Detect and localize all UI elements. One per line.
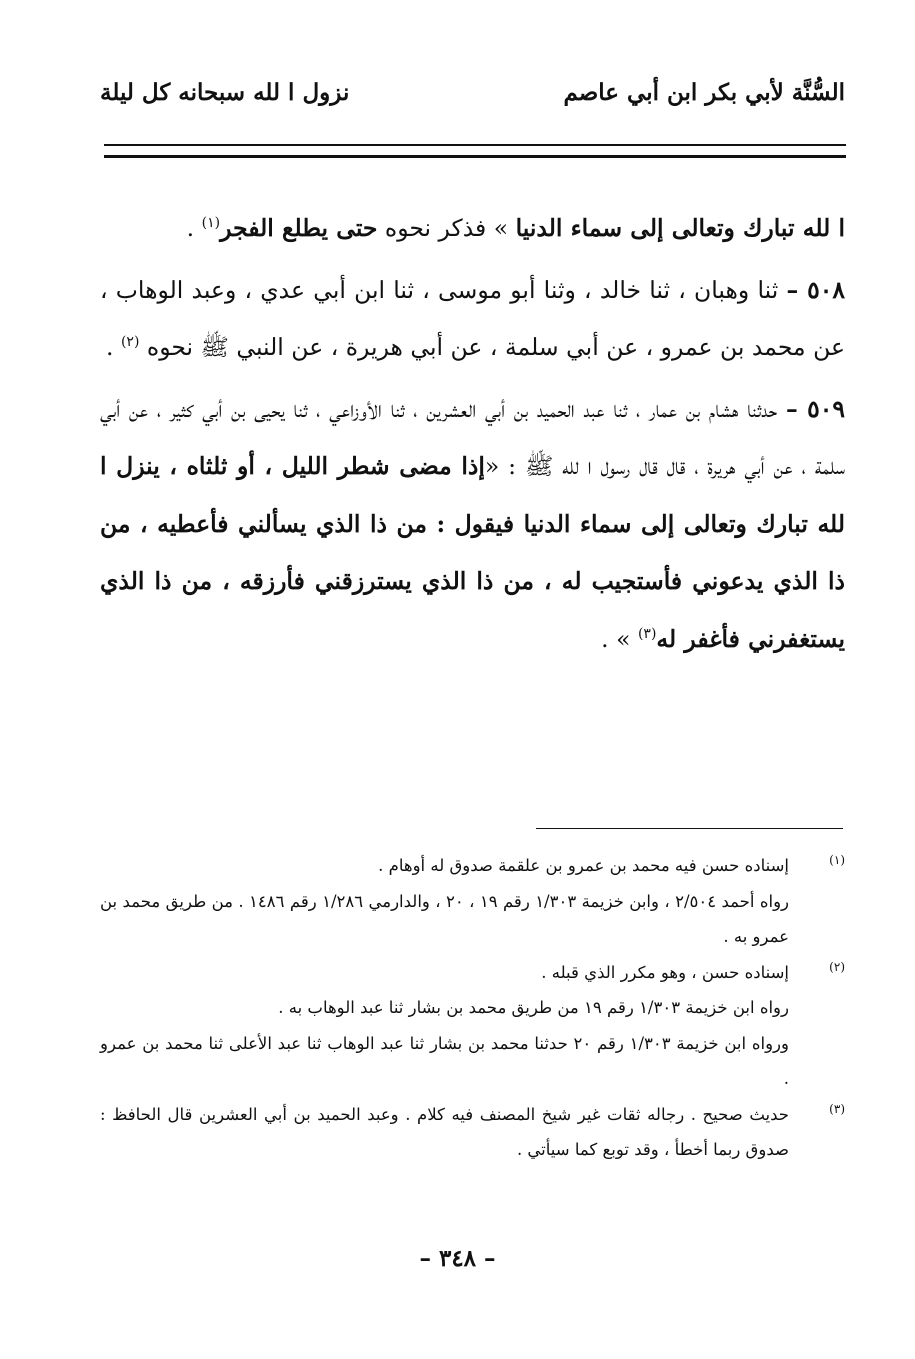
hadith-text-bold: إذا مضى شطر الليل ، أو ثلثاه ، ينزل ا لله تبارك وتعالى إلى سماء الدنيا فيقول : من ذا الذي يسألني فأعطيه ، من ذا الذي يدعوني فأستجيب له ، من ذا الذي يسترزقني فأرزقه ، من ذا الذي يستغفرني فأغفر له bbox=[100, 452, 845, 653]
footnote-ref: (٢) bbox=[120, 334, 140, 351]
header-rule-thin bbox=[104, 144, 846, 146]
footnote-separator bbox=[536, 828, 843, 829]
main-text bbox=[100, 200, 845, 668]
isnad-text: ثنا وهبان ، ثنا خالد ، وثنا أبو موسى ، ثنا ابن أبي عدي ، وعبد الوهاب ، عن محمد بن عمرو ، عن أبي سلمة ، عن أبي هريرة ، عن النبي ﷺ نحوه bbox=[100, 275, 845, 361]
footnote-line: ورواه ابن خزيمة ١/٣٠٣ رقم ٢٠ حدثنا محمد بن بشار ثنا عبد الوهاب ثنا عبد الأعلى ثنا محمد بن عمرو . bbox=[100, 1033, 789, 1088]
paragraph-tail: . bbox=[106, 333, 121, 361]
chapter-title: نزول ا لله سبحانه كل ليلة bbox=[100, 78, 350, 106]
footnote-ref: (٣) bbox=[637, 625, 657, 642]
footnotes bbox=[100, 848, 845, 1168]
footnote-mark: (١) bbox=[829, 853, 845, 867]
footnote-mark: (٣) bbox=[829, 1101, 845, 1116]
hadith-number: ٥٠٨ – bbox=[786, 275, 845, 304]
paragraph-continuation bbox=[100, 200, 845, 258]
footnote-body bbox=[100, 1097, 789, 1168]
hadith-text-bold: حتى يطلع الفجر bbox=[220, 214, 378, 242]
paragraph-tail: » . bbox=[601, 624, 638, 653]
hadith-text-bold: ا لله تبارك وتعالى إلى سماء الدنيا bbox=[515, 214, 845, 242]
footnote-body bbox=[100, 955, 789, 1097]
page-number: – ٣٤٨ – bbox=[419, 1245, 496, 1272]
footnote-3 bbox=[100, 1097, 845, 1168]
footnote-line: حديث صحيح . رجاله ثقات غير شيخ المصنف فيه كلام . وعبد الحميد بن أبي العشرين قال الحافظ : صدوق ربما أخطأ ، وقد توبع كما سيأتي . bbox=[100, 1104, 789, 1159]
book-title: السُّنَّة لأبي بكر ابن أبي عاصم bbox=[563, 78, 845, 106]
isnad-text: حدثنا هشام بن عمار ، ثنا عبد الحميد بن أبي العشرين ، ثنا الأوزاعي ، ثنا يحيى بن أبي كثير ، عن أبي سلمة ، عن أبي هريرة ، قال قال رسول ا لله ﷺ : « bbox=[100, 394, 845, 480]
footnote-mark: (٢) bbox=[829, 959, 845, 974]
footnote-line: رواه أحمد ٢/٥٠٤ ، وابن خزيمة ١/٣٠٣ رقم ١٩ ، ٢٠ ، والدارمي ١/٢٨٦ رقم ١٤٨٦ . من طريق محمد بن عمرو به . bbox=[100, 891, 790, 946]
hadith-509 bbox=[100, 381, 845, 669]
footnote-body bbox=[100, 848, 789, 955]
header-rule-thick bbox=[104, 155, 846, 158]
footnote-line: رواه ابن خزيمة ١/٣٠٣ رقم ١٩ من طريق محمد بن بشار ثنا عبد الوهاب به . bbox=[278, 998, 789, 1017]
paragraph-tail: . bbox=[186, 214, 202, 242]
footnote-line: إسناده حسن ، وهو مكرر الذي قبله . bbox=[541, 962, 789, 982]
paragraph-text: » فذكر نحوه bbox=[377, 214, 516, 242]
hadith-508 bbox=[100, 262, 845, 377]
running-header bbox=[100, 72, 845, 112]
footnote-1 bbox=[100, 848, 845, 955]
hadith-number: ٥٠٩ – bbox=[785, 394, 845, 423]
footnote-line: إسناده حسن فيه محمد بن عمرو بن علقمة صدوق له أوهام . bbox=[378, 856, 789, 875]
footnote-2 bbox=[100, 955, 845, 1097]
footnote-ref: (١) bbox=[201, 215, 221, 232]
